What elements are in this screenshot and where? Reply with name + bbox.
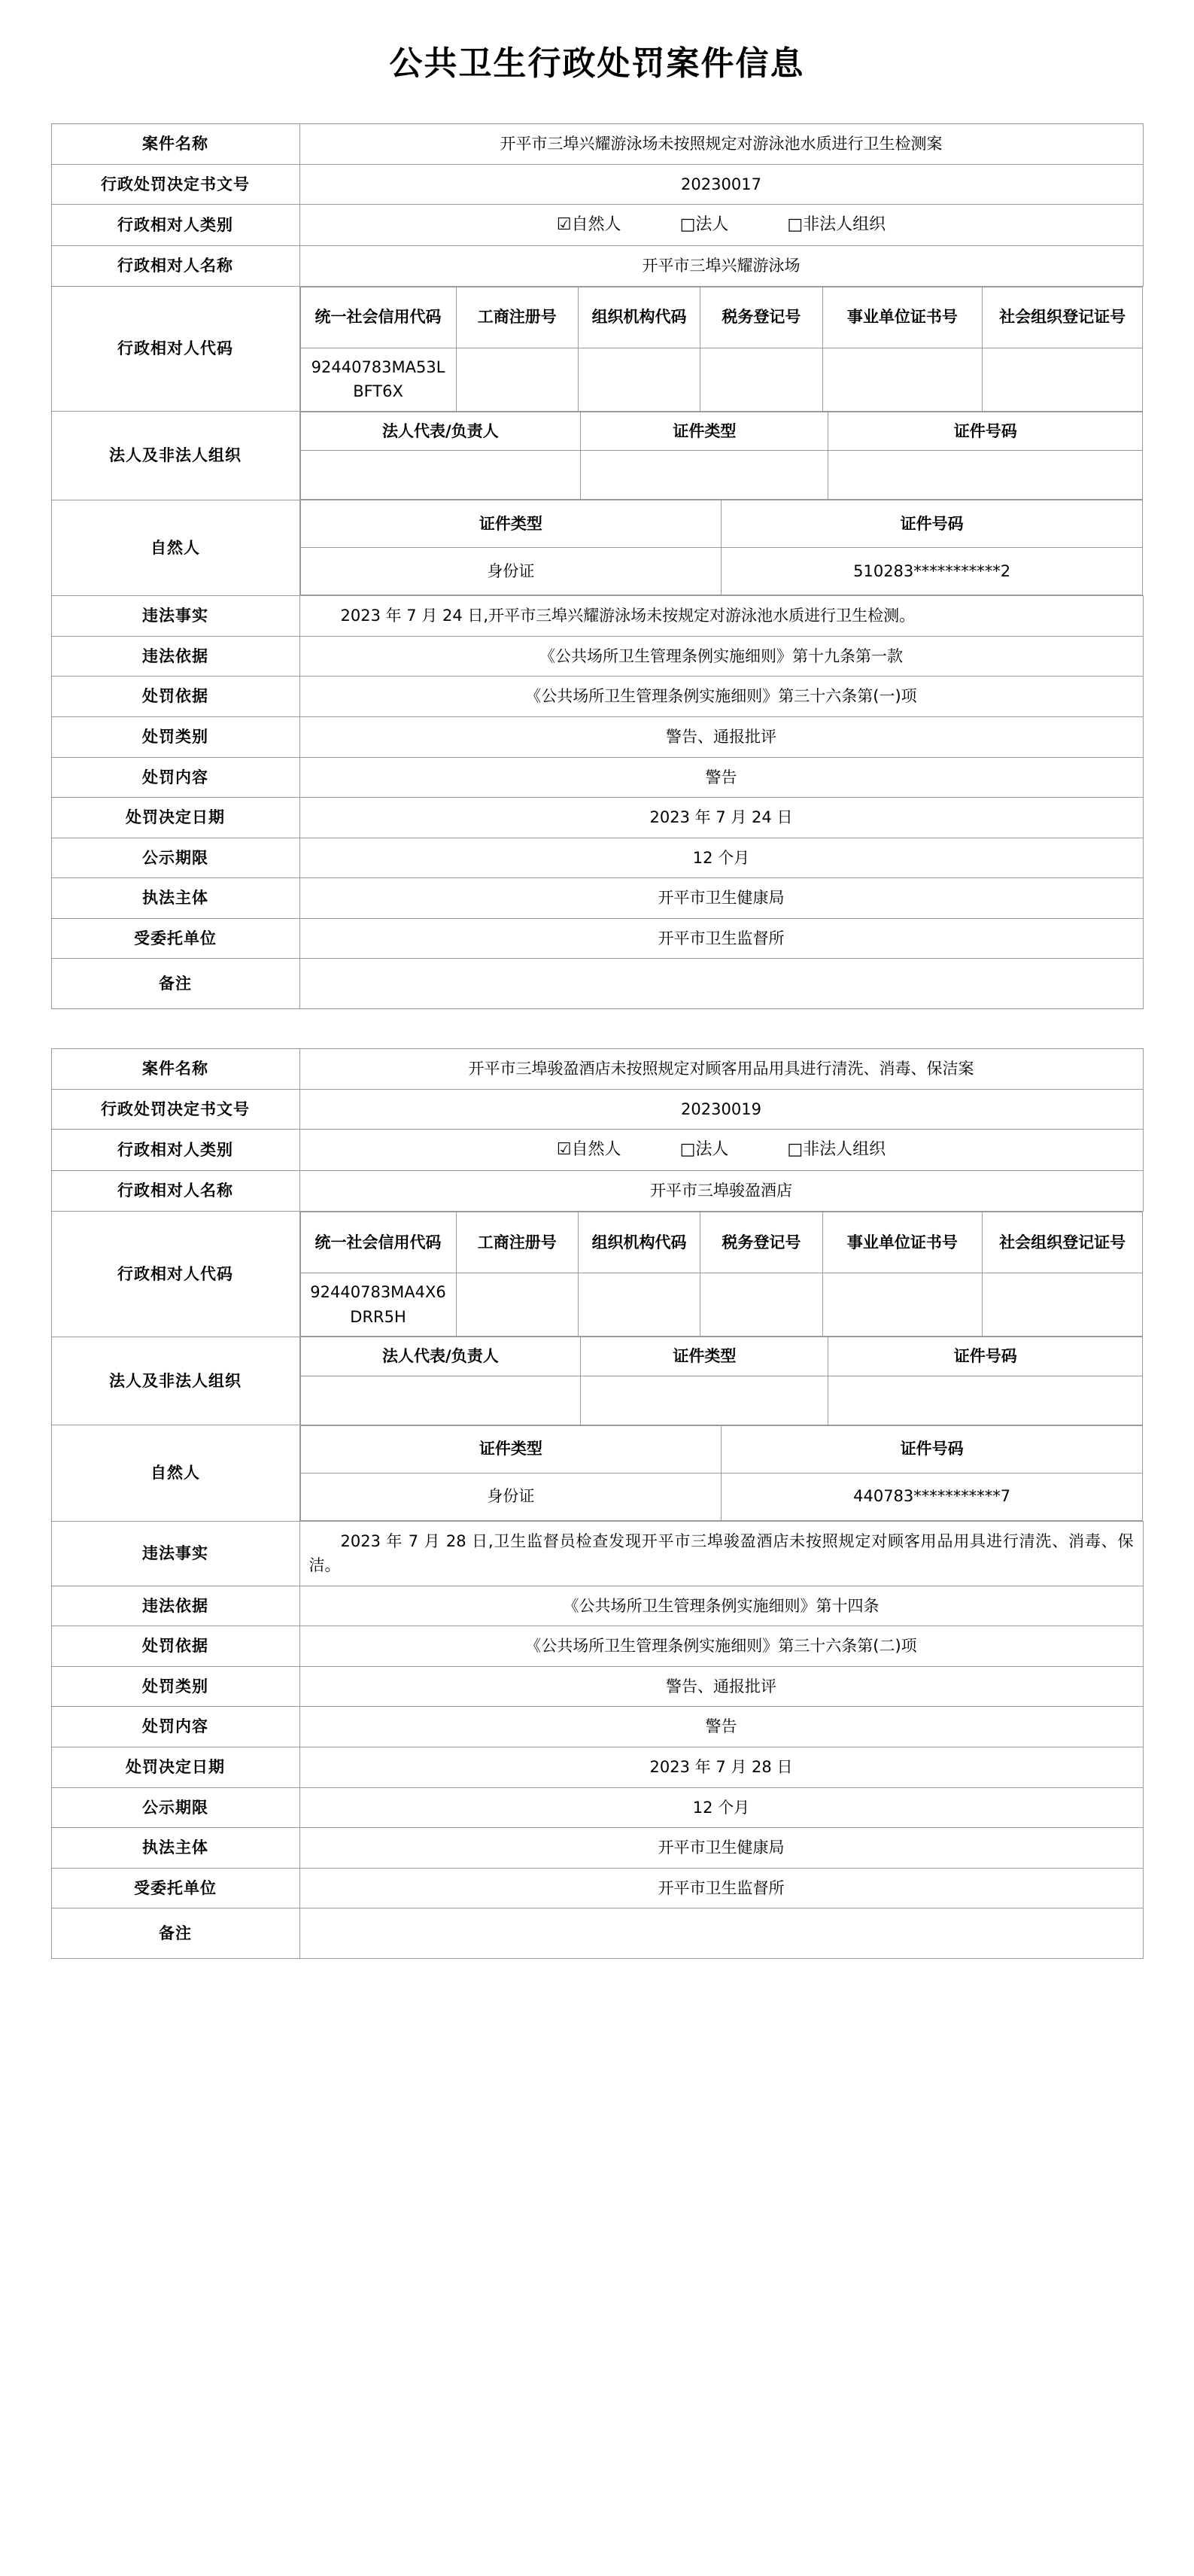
row-label-penalty-content: 处罚内容 (51, 757, 299, 798)
table-row (300, 287, 1143, 348)
legal-org-grid (299, 1337, 1143, 1425)
row-label-decision-date: 处罚决定日期 (51, 1747, 299, 1787)
table-row (300, 1473, 1143, 1520)
checkbox-unchecked-icon[interactable]: □ (787, 1140, 804, 1160)
party-code-table (300, 287, 1144, 412)
legal-org-table (300, 1337, 1144, 1425)
row-label-legal-org: 法人及非法人组织 (51, 1337, 299, 1425)
value-illegal-fact: 2023 年 7 月 24 日,开平市三埠兴耀游泳场未按规定对游泳池水质进行卫生检测。 (299, 596, 1143, 637)
natural-person-table (300, 1425, 1144, 1521)
legal-org-value-id-type (581, 1376, 828, 1425)
code-value-org-code (578, 348, 700, 411)
table-row (300, 412, 1143, 451)
table-row (51, 1212, 1143, 1337)
table-row (51, 1337, 1143, 1425)
natural-person-header-id-type: 证件类型 (300, 1425, 722, 1473)
table-row (51, 717, 1143, 758)
table-row (51, 1425, 1143, 1522)
code-header-business-reg: 工商注册号 (456, 1212, 578, 1273)
legal-org-table (300, 412, 1144, 500)
party-code-table (300, 1212, 1144, 1337)
code-value-usci: 92440783MA53LBFT6X (300, 348, 456, 411)
value-case-name: 开平市三埠骏盈酒店未按照规定对顾客用品用具进行清洗、消毒、保洁案 (299, 1049, 1143, 1090)
checkbox-unchecked-icon[interactable]: □ (679, 215, 696, 235)
legal-org-header-id-number: 证件号码 (828, 1337, 1143, 1376)
natural-person-value-id-number: 510283***********2 (722, 548, 1143, 595)
legal-org-header-id-type: 证件类型 (581, 1337, 828, 1376)
row-label-penalty-type: 处罚类别 (51, 1666, 299, 1707)
code-value-institution-cert (822, 1273, 983, 1337)
code-header-social-org-cert: 社会组织登记证号 (983, 287, 1143, 348)
natural-person-header-id-number: 证件号码 (722, 1425, 1143, 1473)
value-entrusted-unit: 开平市卫生监督所 (299, 918, 1143, 959)
category-option-label: 法人 (695, 1140, 729, 1160)
table-row (51, 1787, 1143, 1828)
table-row (51, 757, 1143, 798)
row-label-decision-no: 行政处罚决定书文号 (51, 1089, 299, 1130)
code-value-org-code (578, 1273, 700, 1337)
value-enforcement-body: 开平市卫生健康局 (299, 1828, 1143, 1869)
legal-org-grid (299, 412, 1143, 500)
row-label-natural-person: 自然人 (51, 1425, 299, 1522)
table-row (51, 798, 1143, 838)
value-decision-date: 2023 年 7 月 24 日 (299, 798, 1143, 838)
table-row (300, 1376, 1143, 1425)
table-row (51, 838, 1143, 878)
row-label-remarks: 备注 (51, 959, 299, 1009)
category-option-legal-person[interactable] (680, 1137, 729, 1163)
table-row (51, 918, 1143, 959)
table-row (51, 1521, 1143, 1586)
row-label-illegal-basis: 违法依据 (51, 1586, 299, 1626)
table-row (51, 1171, 1143, 1212)
table-row (51, 1049, 1143, 1090)
table-row (300, 1273, 1143, 1337)
code-header-tax-reg: 税务登记号 (700, 1212, 822, 1273)
value-illegal-basis: 《公共场所卫生管理条例实施细则》第十四条 (299, 1586, 1143, 1626)
party-code-grid (299, 1212, 1143, 1337)
category-option-natural-person[interactable] (557, 212, 621, 238)
table-row (51, 412, 1143, 500)
code-value-business-reg (456, 1273, 578, 1337)
value-penalty-content: 警告 (299, 757, 1143, 798)
code-header-usci: 统一社会信用代码 (300, 287, 456, 348)
legal-org-header-representative: 法人代表/负责人 (300, 1337, 581, 1376)
row-label-party-category: 行政相对人类别 (51, 205, 299, 246)
table-row (51, 1908, 1143, 1959)
table-row (51, 205, 1143, 246)
checkbox-unchecked-icon[interactable]: □ (787, 215, 804, 235)
table-row (51, 1707, 1143, 1747)
code-header-tax-reg: 税务登记号 (700, 287, 822, 348)
table-row (300, 548, 1143, 595)
row-label-case-name: 案件名称 (51, 1049, 299, 1090)
row-label-case-name: 案件名称 (51, 124, 299, 165)
document-page (0, 36, 1194, 2028)
legal-org-value-id-number (828, 1376, 1143, 1425)
row-label-entrusted-unit: 受委托单位 (51, 918, 299, 959)
value-party-category (299, 1130, 1143, 1171)
natural-person-value-id-type: 身份证 (300, 1473, 722, 1520)
legal-org-header-id-number: 证件号码 (828, 412, 1143, 451)
category-option-unincorporated-org[interactable] (787, 212, 886, 238)
value-party-category (299, 205, 1143, 246)
category-option-label: 非法人组织 (803, 215, 886, 235)
value-penalty-type: 警告、通报批评 (299, 717, 1143, 758)
natural-person-grid (299, 1425, 1143, 1522)
table-row (51, 246, 1143, 287)
row-label-party-code: 行政相对人代码 (51, 1212, 299, 1337)
row-label-entrusted-unit: 受委托单位 (51, 1868, 299, 1908)
table-row (51, 1586, 1143, 1626)
table-row (51, 959, 1143, 1009)
row-label-penalty-basis: 处罚依据 (51, 677, 299, 717)
value-penalty-basis: 《公共场所卫生管理条例实施细则》第三十六条第(一)项 (299, 677, 1143, 717)
category-option-legal-person[interactable] (680, 212, 729, 238)
category-option-label: 自然人 (571, 215, 621, 235)
value-entrusted-unit: 开平市卫生监督所 (299, 1868, 1143, 1908)
legal-org-header-id-type: 证件类型 (581, 412, 828, 451)
legal-org-value-id-type (581, 451, 828, 500)
row-label-penalty-type: 处罚类别 (51, 717, 299, 758)
natural-person-value-id-number: 440783***********7 (722, 1473, 1143, 1520)
checkbox-checked-icon[interactable]: ☑ (556, 215, 572, 235)
natural-person-header-id-type: 证件类型 (300, 500, 722, 548)
natural-person-grid (299, 500, 1143, 596)
value-enforcement-body: 开平市卫生健康局 (299, 878, 1143, 919)
natural-person-table (300, 500, 1144, 595)
table-row (51, 1130, 1143, 1171)
table-row (51, 636, 1143, 677)
table-row (51, 1828, 1143, 1869)
row-label-legal-org: 法人及非法人组织 (51, 412, 299, 500)
value-penalty-type: 警告、通报批评 (299, 1666, 1143, 1707)
table-row (300, 348, 1143, 411)
code-header-institution-cert: 事业单位证书号 (822, 287, 983, 348)
page-title: 公共卫生行政处罚案件信息 (389, 44, 805, 83)
value-case-name: 开平市三埠兴耀游泳场未按照规定对游泳池水质进行卫生检测案 (299, 124, 1143, 165)
category-option-natural-person[interactable] (557, 1137, 621, 1163)
value-decision-date: 2023 年 7 月 28 日 (299, 1747, 1143, 1787)
case-table (51, 123, 1144, 1009)
value-illegal-basis: 《公共场所卫生管理条例实施细则》第十九条第一款 (299, 636, 1143, 677)
row-label-illegal-fact: 违法事实 (51, 596, 299, 637)
code-value-usci: 92440783MA4X6DRR5H (300, 1273, 456, 1337)
value-illegal-fact: 2023 年 7 月 28 日,卫生监督员检查发现开平市三埠骏盈酒店未按照规定对顾客用品用具进行清洗、消毒、保洁。 (299, 1521, 1143, 1586)
natural-person-value-id-type: 身份证 (300, 548, 722, 595)
table-row (51, 1666, 1143, 1707)
party-code-grid (299, 286, 1143, 412)
table-row (300, 451, 1143, 500)
table-row (300, 1212, 1143, 1273)
row-label-penalty-content: 处罚内容 (51, 1707, 299, 1747)
row-label-illegal-basis: 违法依据 (51, 636, 299, 677)
table-row (51, 1868, 1143, 1908)
row-label-penalty-basis: 处罚依据 (51, 1626, 299, 1667)
code-value-institution-cert (822, 348, 983, 411)
value-party-name: 开平市三埠骏盈酒店 (299, 1171, 1143, 1212)
table-row (51, 677, 1143, 717)
code-header-social-org-cert: 社会组织登记证号 (983, 1212, 1143, 1273)
category-option-label: 非法人组织 (803, 1140, 886, 1160)
value-remarks (299, 1908, 1143, 1959)
row-label-illegal-fact: 违法事实 (51, 1521, 299, 1586)
code-header-usci: 统一社会信用代码 (300, 1212, 456, 1273)
table-row (51, 1626, 1143, 1667)
table-row (51, 1747, 1143, 1787)
table-row (51, 878, 1143, 919)
legal-org-header-representative: 法人代表/负责人 (300, 412, 581, 451)
code-value-social-org-cert (983, 1273, 1143, 1337)
value-penalty-basis: 《公共场所卫生管理条例实施细则》第三十六条第(二)项 (299, 1626, 1143, 1667)
table-row (300, 1337, 1143, 1376)
value-decision-no: 20230019 (299, 1089, 1143, 1130)
row-label-enforcement-body: 执法主体 (51, 878, 299, 919)
table-row (300, 1425, 1143, 1473)
case-table (51, 1048, 1144, 1959)
code-value-social-org-cert (983, 348, 1143, 411)
checkbox-checked-icon[interactable]: ☑ (556, 1140, 572, 1160)
checkbox-unchecked-icon[interactable]: □ (679, 1140, 696, 1160)
legal-org-value-representative (300, 451, 581, 500)
category-option-unincorporated-org[interactable] (787, 1137, 886, 1163)
code-header-business-reg: 工商注册号 (456, 287, 578, 348)
category-option-label: 自然人 (571, 1140, 621, 1160)
code-value-tax-reg (700, 348, 822, 411)
legal-org-value-id-number (828, 451, 1143, 500)
value-publicity-period: 12 个月 (299, 838, 1143, 878)
row-label-enforcement-body: 执法主体 (51, 1828, 299, 1869)
table-row (51, 164, 1143, 205)
row-label-party-category: 行政相对人类别 (51, 1130, 299, 1171)
table-row (51, 286, 1143, 412)
code-value-business-reg (456, 348, 578, 411)
row-label-decision-no: 行政处罚决定书文号 (51, 164, 299, 205)
row-label-party-code: 行政相对人代码 (51, 286, 299, 412)
table-row (51, 1089, 1143, 1130)
value-party-name: 开平市三埠兴耀游泳场 (299, 246, 1143, 287)
row-label-publicity-period: 公示期限 (51, 1787, 299, 1828)
row-label-publicity-period: 公示期限 (51, 838, 299, 878)
table-row (51, 124, 1143, 165)
table-row (300, 500, 1143, 548)
code-header-org-code: 组织机构代码 (578, 1212, 700, 1273)
table-row (51, 596, 1143, 637)
value-remarks (299, 959, 1143, 1009)
row-label-natural-person: 自然人 (51, 500, 299, 596)
natural-person-header-id-number: 证件号码 (722, 500, 1143, 548)
code-header-institution-cert: 事业单位证书号 (822, 1212, 983, 1273)
legal-org-value-representative (300, 1376, 581, 1425)
row-label-remarks: 备注 (51, 1908, 299, 1959)
value-publicity-period: 12 个月 (299, 1787, 1143, 1828)
value-penalty-content: 警告 (299, 1707, 1143, 1747)
code-value-tax-reg (700, 1273, 822, 1337)
row-label-party-name: 行政相对人名称 (51, 246, 299, 287)
row-label-party-name: 行政相对人名称 (51, 1171, 299, 1212)
row-label-decision-date: 处罚决定日期 (51, 798, 299, 838)
value-decision-no: 20230017 (299, 164, 1143, 205)
table-row (51, 500, 1143, 596)
code-header-org-code: 组织机构代码 (578, 287, 700, 348)
category-option-label: 法人 (695, 215, 729, 235)
